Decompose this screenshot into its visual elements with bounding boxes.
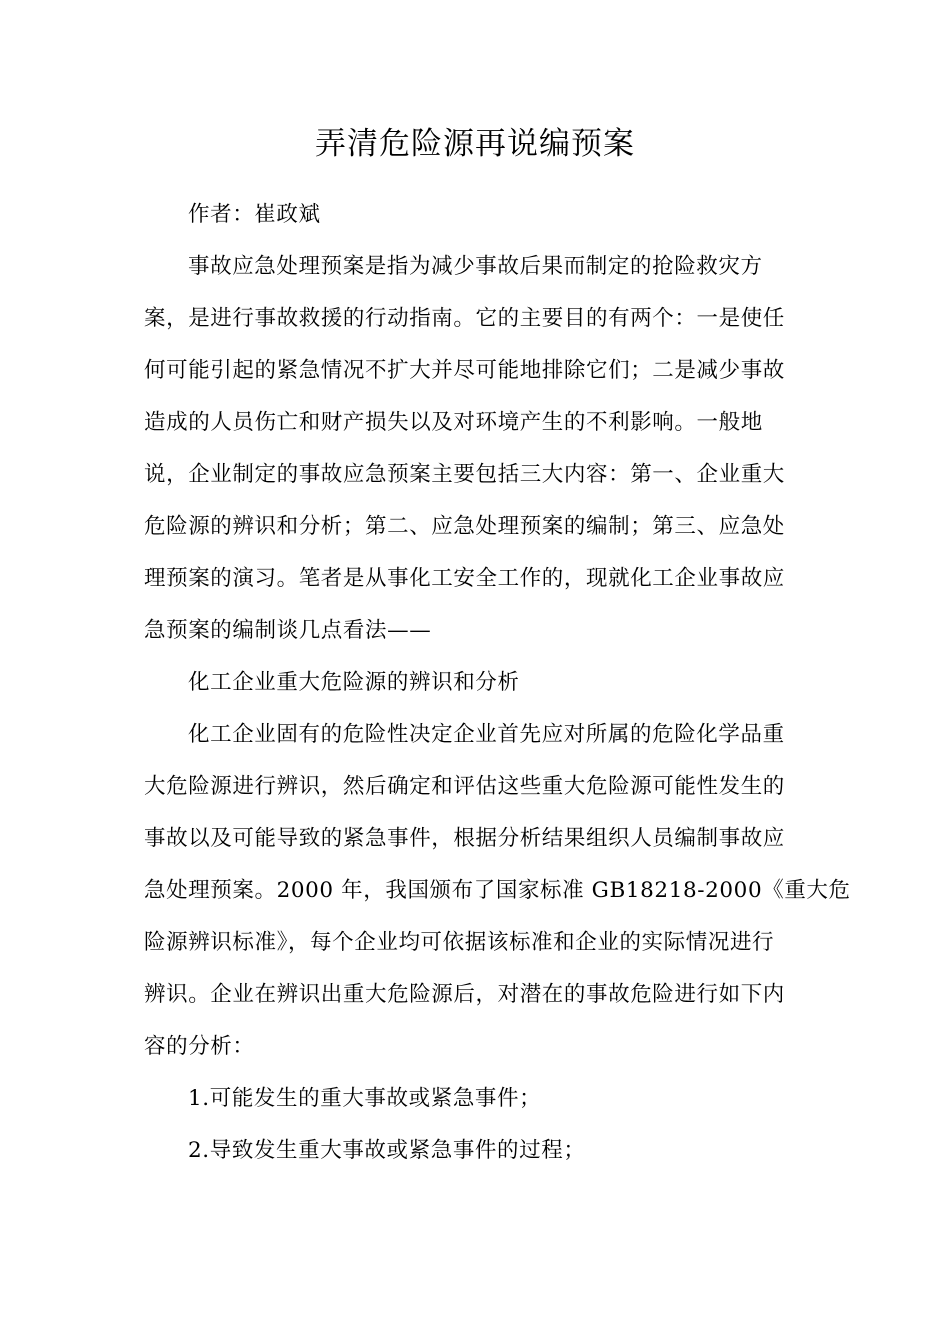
paragraph-line: 辨识。企业在辨识出重大危险源后，对潜在的事故危险进行如下内 <box>144 982 785 1007</box>
paragraph-line: 大危险源进行辨识，然后确定和评估这些重大危险源可能性发生的 <box>144 774 785 799</box>
paragraph-line: 案，是进行事故救援的行动指南。它的主要目的有两个：一是使任 <box>144 306 785 331</box>
list-item: 2.导致发生重大事故或紧急事件的过程； <box>188 1138 586 1163</box>
paragraph-line: 化工企业固有的危险性决定企业首先应对所属的危险化学品重 <box>188 722 785 747</box>
paragraph-line: 险源辨识标准》，每个企业均可依据该标准和企业的实际情况进行 <box>144 930 775 955</box>
paragraph-line: 事故以及可能导致的紧急事件，根据分析结果组织人员编制事故应 <box>144 826 785 851</box>
document-title: 弄清危险源再说编预案 <box>315 126 635 162</box>
paragraph-line: 说，企业制定的事故应急预案主要包括三大内容：第一、企业重大 <box>144 462 785 487</box>
list-item: 1.可能发生的重大事故或紧急事件； <box>188 1086 542 1111</box>
paragraph-line: 事故应急处理预案是指为减少事故后果而制定的抢险救灾方 <box>188 254 763 279</box>
paragraph-line: 危险源的辨识和分析；第二、应急处理预案的编制；第三、应急处 <box>144 514 785 539</box>
author-line: 作者：崔政斌 <box>188 202 321 227</box>
paragraph-line: 急处理预案。2000 年，我国颁布了国家标准 GB18218-2000《重大危 <box>144 878 851 903</box>
paragraph-line: 理预案的演习。笔者是从事化工安全工作的，现就化工企业事故应 <box>144 566 785 591</box>
paragraph-line: 急预案的编制谈几点看法—— <box>144 618 432 643</box>
paragraph-line: 容的分析： <box>144 1034 255 1059</box>
paragraph-line: 造成的人员伤亡和财产损失以及对环境产生的不利影响。一般地 <box>144 410 763 435</box>
paragraph-line: 何可能引起的紧急情况不扩大并尽可能地排除它们；二是减少事故 <box>144 358 785 383</box>
section-heading: 化工企业重大危险源的辨识和分析 <box>188 670 520 695</box>
